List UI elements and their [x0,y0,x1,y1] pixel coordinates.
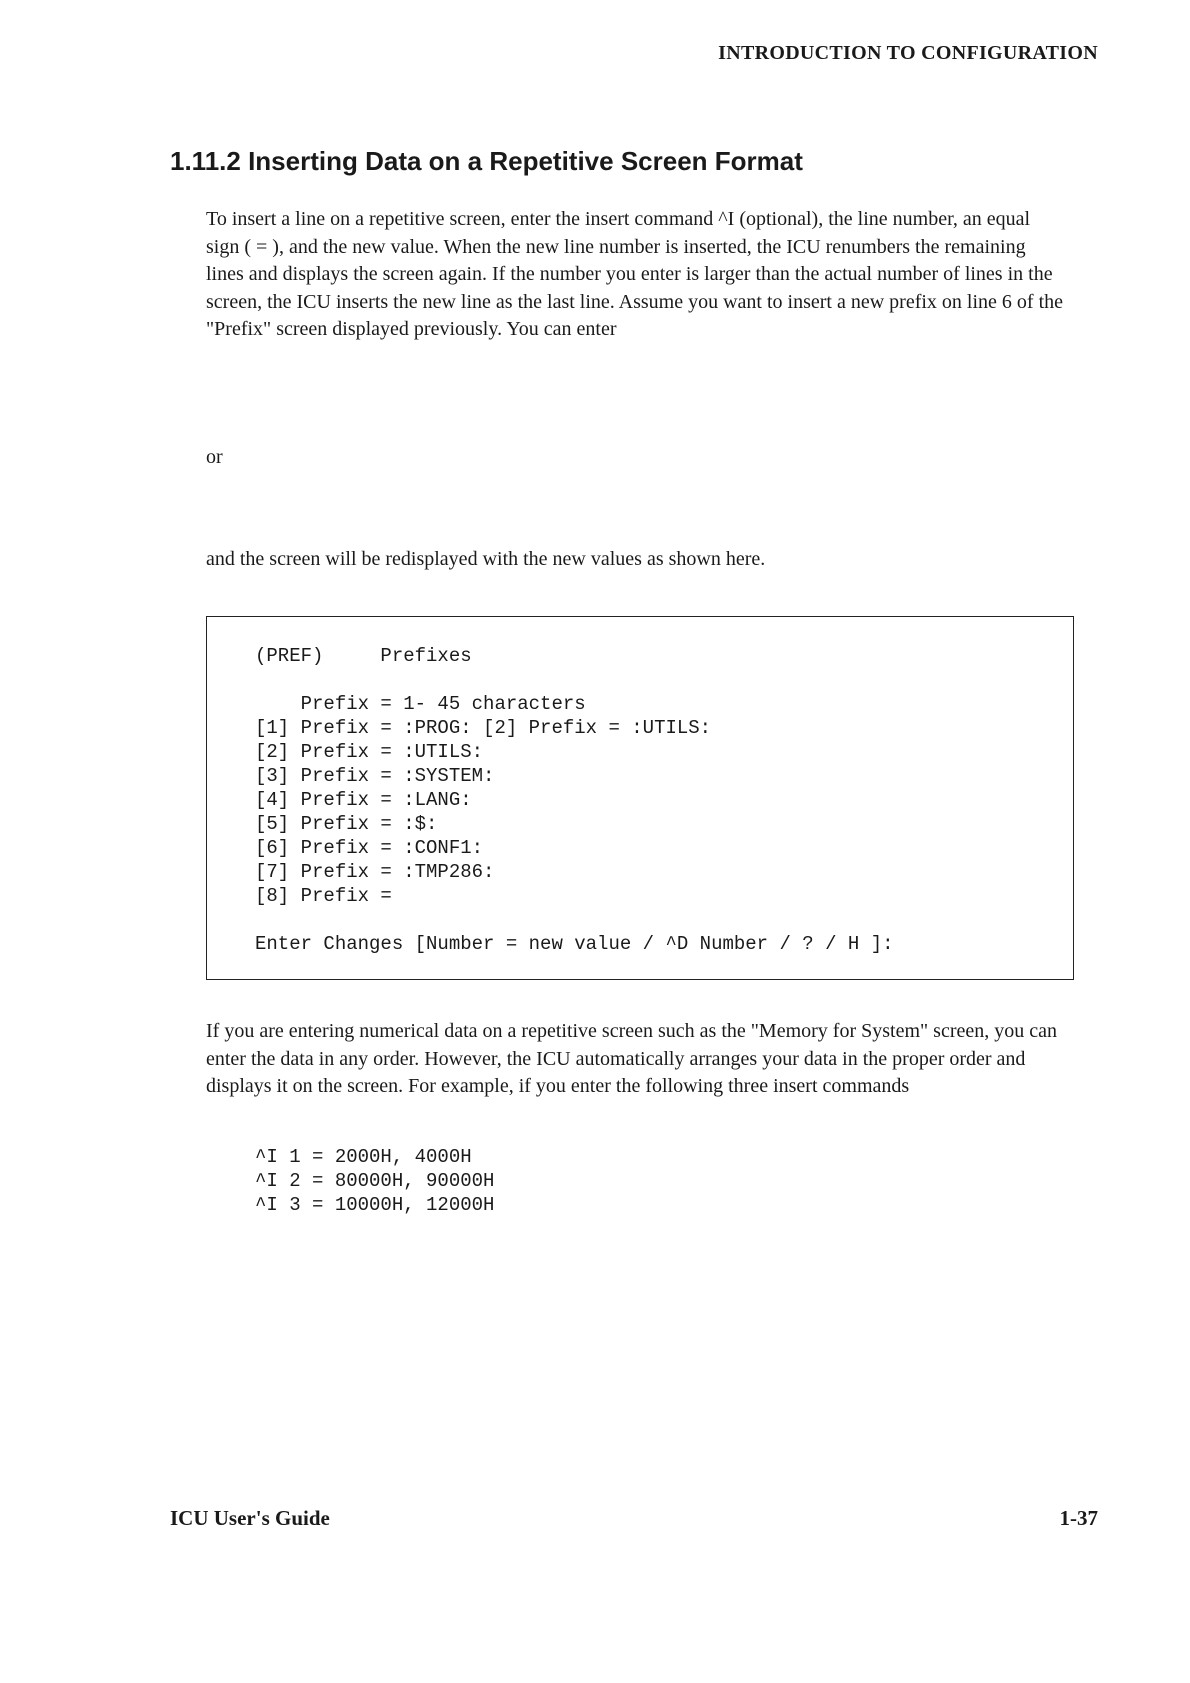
screen-prompt: Enter Changes [Number = new value / ^D Number / ? / H ]: [255,933,894,955]
insert-command: ^I 3 = 10000H, 12000H [255,1194,495,1216]
running-head: INTRODUCTION TO CONFIGURATION [718,42,1098,64]
screen-line: [4] Prefix = :LANG: [255,789,472,811]
screen-line: [8] Prefix = [255,885,392,907]
section-title: 1.11.2 Inserting Data on a Repetitive Screen Format [170,146,803,176]
or-text: or [206,446,223,468]
insert-command: ^I 1 = 2000H, 4000H [255,1146,472,1168]
screen-line: [2] Prefix = :UTILS: [255,741,484,763]
prefix-screen-box [206,616,1074,980]
paragraph-numerical-data: If you are entering numerical data on a repetitive screen such as the "Memory for System" screen, you can enter the data in any order. However, the ICU automatically arranges your data in the proper order and displays it on the screen. For example, if you enter the following three insert commands [206,1020,1058,1097]
paragraph-redisplay: and the screen will be redisplayed with the new values as shown here. [206,548,766,570]
insert-command: ^I 2 = 80000H, 90000H [255,1170,495,1192]
page-number: 1-37 [1059,1506,1098,1530]
screen-line: [5] Prefix = :$: [255,813,438,835]
screen-line: [3] Prefix = :SYSTEM: [255,765,495,787]
paragraph-insert-intro: To insert a line on a repetitive screen, enter the insert command ^I (optional), the line number, an equal sign ( = ), and the new value. When the new line number is inserted, the ICU renumbers the remaining lines and displays the screen again. If the number you enter is larger than the actual number of lines in the screen, the ICU inserts the new line as the last line. Assume you want to insert a new prefix on line 6 of the "Prefix" screen displayed previously. You can enter [206,208,1064,340]
screen-header: (PREF) Prefixes [255,645,472,667]
footer-guide-title: ICU User's Guide [170,1506,330,1530]
screen-line: [1] Prefix = :PROG: [2] Prefix = :UTILS: [255,717,712,739]
screen-line: Prefix = 1- 45 characters [255,693,586,715]
screen-line: [6] Prefix = :CONF1: [255,837,484,859]
screen-line: [7] Prefix = :TMP286: [255,861,495,883]
